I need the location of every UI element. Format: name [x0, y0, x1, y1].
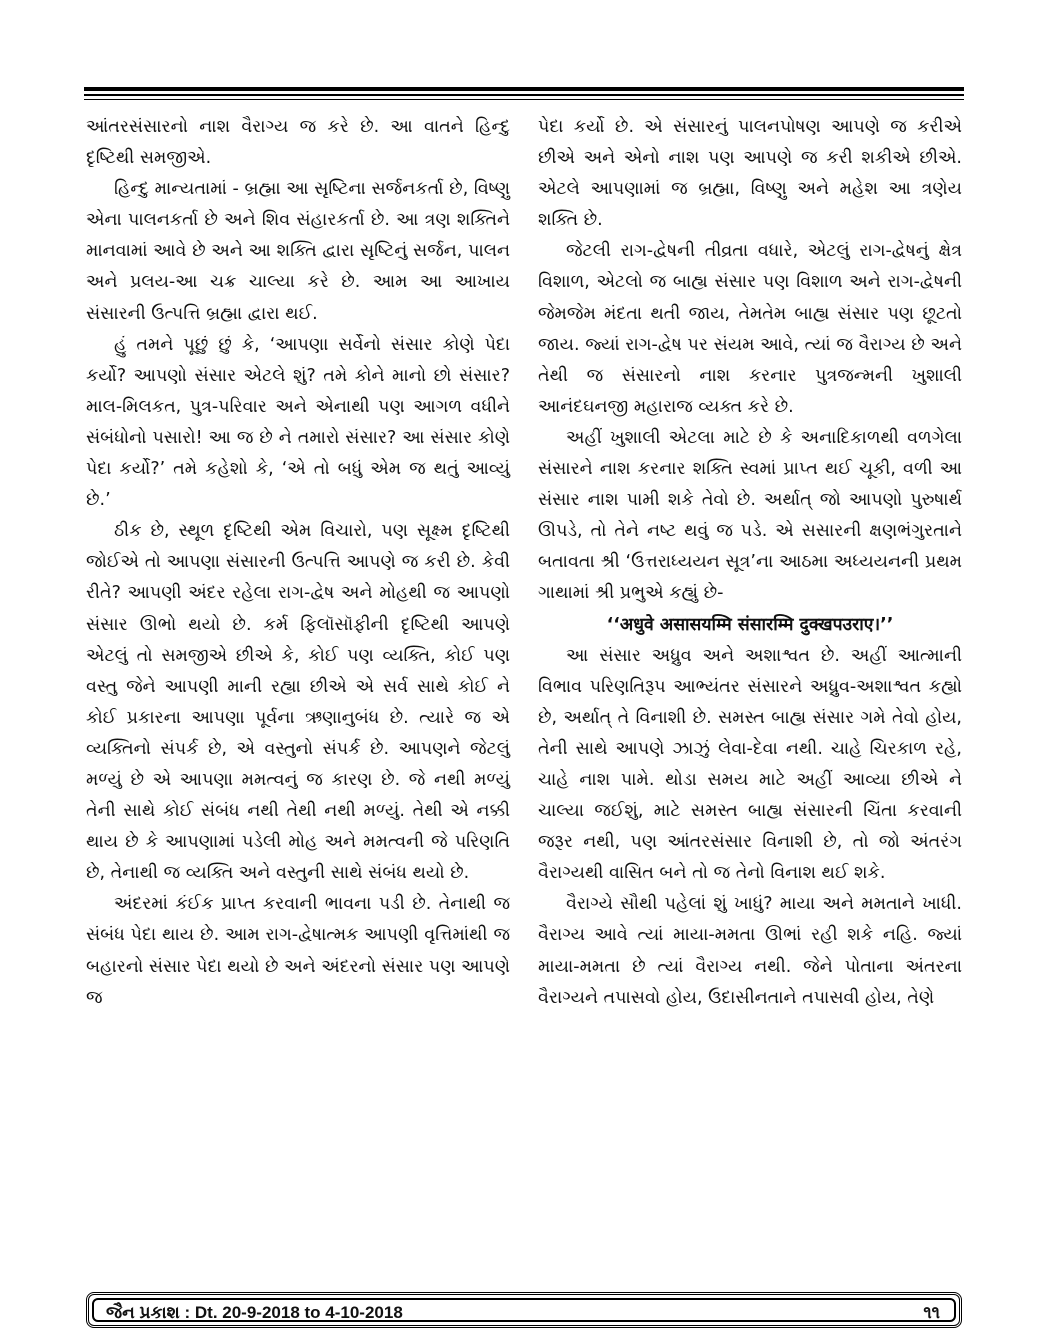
paragraph: હું તમને પૂછું છું કે, ‘આપણા સર્વેનો સંસાર કોણે પેદા કર્યો? આપણો સંસાર એટલે શું? તમે કોને માનો છો સંસાર? માલ-મિલકત, પુત્ર-પરિવાર અને એનાથી પણ આગળ વધીને સંબંધોનો પસારો! આ જ છે ને તમારો સંસાર? આ સંસાર કોણે પેદા કર્યો?’ તમે કહેશો કે, ‘એ તો બધું એમ જ થતું આવ્યું છે.’ [86, 334, 510, 511]
page-footer [86, 1292, 962, 1328]
paragraph: હિન્દુ માન્યતામાં - બ્રહ્મા આ સૃષ્ટિના સર્જનકર્તા છે, વિષ્ણુ એના પાલનકર્તા છે અને શિવ સંહારકર્તા છે. આ ત્રણ શક્તિને માનવામાં આવે છે અને આ શક્તિ દ્વારા સૃષ્ટિનું સર્જન, પાલન અને પ્રલય-આ ચક્ર ચાલ્યા કરે છે. આમ આ આખાય સંસારની ઉત્પત્તિ બ્રહ્મા દ્વારા થઈ. [86, 179, 510, 324]
paragraph: જેટલી રાગ-દ્વેષની તીવ્રતા વધારે, એટલું રાગ-દ્વેષનું ક્ષેત્ર વિશાળ, એટલો જ બાહ્ય સંસાર પણ વિશાળ અને રાગ-દ્વેષની જેમજેમ મંદતા થતી જાય, તેમતેમ બાહ્ય સંસાર પણ છૂટતો જાય. જ્યાં રાગ-દ્વેષ પર સંયમ આવે, ત્યાં જ વૈરાગ્ય છે અને તેથી જ સંસારનો નાશ કરનાર પુત્રજન્મની ખુશાલી આનંદઘનજી મહારાજ વ્યક્ત કરે છે. [538, 241, 962, 417]
scripture-quote: ‘‘अधुवे असासयम्मि संसारम्मि दुक्खपउराए।’’ [606, 614, 894, 635]
paragraph: પેદા કર્યો છે. એ સંસારનું પાલનપોષણ આપણે જ કરીએ છીએ અને એનો નાશ પણ આપણે જ કરી શકીએ છીએ. એટલે આપણામાં જ બ્રહ્મા, વિષ્ણુ અને મહેશ આ ત્રણેય શક્તિ છે. [538, 117, 962, 231]
header-rule [84, 94, 964, 96]
paragraph: વૈરાગ્યે સૌથી પહેલાં શું ખાધું? માયા અને મમતાને ખાધી. વૈરાગ્ય આવે ત્યાં માયા-મમતા ઊભાં રહી શકે નહિ. જ્યાં માયા-મમતા છે ત્યાં વૈરાગ્ય નથી. જેને પોતાના અંતરના વૈરાગ્યને તપાસવો હોય, ઉદાસીનતાને તપાસવી હોય, તેણે [538, 894, 962, 1008]
footer-frame [92, 1298, 956, 1322]
paragraph: આંતરસંસારનો નાશ વૈરાગ્ય જ કરે છે. આ વાતને હિન્દુ દૃષ્ટિથી સમજીએ. [86, 117, 510, 169]
header-rule [84, 87, 964, 91]
paragraph: અંદરમાં કંઈક પ્રાપ્ત કરવાની ભાવના પડી છે. તેનાથી જ સંબંધ પેદા થાય છે. આમ રાગ-દ્વેષાત્મક આપણી વૃત્તિમાંથી જ બહારનો સંસાર પેદા થયો છે અને અંદરનો સંસાર પણ આપણે જ [86, 894, 510, 1008]
publication-info: જૈન પ્રકાશ : Dt. 20-9-2018 to 4-10-2018 [106, 1303, 403, 1322]
paragraph: અહીં ખુશાલી એટલા માટે છે કે અનાદિકાળથી વળગેલા સંસારને નાશ કરનાર શક્તિ સ્વમાં પ્રાપ્ત થઈ ચૂકી, વળી આ સંસાર નાશ પામી શકે તેવો છે. અર્થાત્ જો આપણો પુરુષાર્થ ઊપડે, તો તેને નષ્ટ થવું જ પડે. એ સસારની ક્ષણભંગુરતાને બતાવતા શ્રી ‘ઉત્તરાધ્યયન સૂત્ર’ના આઠમા અધ્યયનની પ્રથમ ગાથામાં શ્રી પ્રભુએ કહ્યું છે- [538, 427, 962, 604]
header-rule [84, 99, 964, 100]
left-column [86, 112, 510, 1014]
paragraph: આ સંસાર અધ્રુવ અને અશાશ્વત છે. અહીં આત્માની વિભાવ પરિણતિરૂપ આભ્યંતર સંસારને અધ્રુવ-અશાશ્વત કહ્યો છે, અર્થાત્ તે વિનાશી છે. સમસ્ત બાહ્ય સંસાર ગમે તેવો હોય, તેની સાથે આપણે ઝાઝું લેવા-દેવા નથી. ચાહે ચિરકાળ રહે, ચાહે નાશ પામે. થોડા સમય માટે અહીં આવ્યા છીએ ને ચાલ્યા જઈશું, માટે સમસ્ત બાહ્ય સંસારની ચિંતા કરવાની જરૂર નથી, પણ આંતરસંસાર વિનાશી છે, તો જો અંતરંગ વૈરાગ્યથી વાસિત બને તો જ તેનો વિનાશ થઈ શકે. [538, 645, 962, 884]
paragraph: ઠીક છે, સ્થૂળ દૃષ્ટિથી એમ વિચારો, પણ સૂક્ષ્મ દૃષ્ટિથી જોઈએ તો આપણા સંસારની ઉત્પત્તિ આપણે જ કરી છે. કેવી રીતે? આપણી અંદર રહેલા રાગ-દ્વેષ અને મોહથી જ આપણો સંસાર ઊભો થયો છે. કર્મ ફિલૉસૉફીની દૃષ્ટિથી આપણે એટલું તો સમજીએ છીએ કે, કોઈ પણ વ્યક્તિ, કોઈ પણ વસ્તુ જેને આપણી માની રહ્યા છીએ એ સર્વ સાથે કોઈ ને કોઈ પ્રકારના આપણા પૂર્વના ઋણાનુબંધ છે. ત્યારે જ એ વ્યક્તિનો સંપર્ક છે, એ વસ્તુનો સંપર્ક છે. આપણને જેટલું મળ્યું છે એ આપણા મમત્વનું જ કારણ છે. જે નથી મળ્યું તેની સાથે કોઈ સંબંધ નથી તેથી નથી મળ્યું. તેથી એ નક્કી થાય છે કે આપણામાં પડેલી મોહ અને મમત્વની જે પરિણતિ છે, તેનાથી જ વ્યક્તિ અને વસ્તુની સાથે સંબંધ થયો છે. [86, 521, 510, 884]
right-column [538, 112, 962, 1014]
page-number: ૧૧ [923, 1303, 940, 1323]
